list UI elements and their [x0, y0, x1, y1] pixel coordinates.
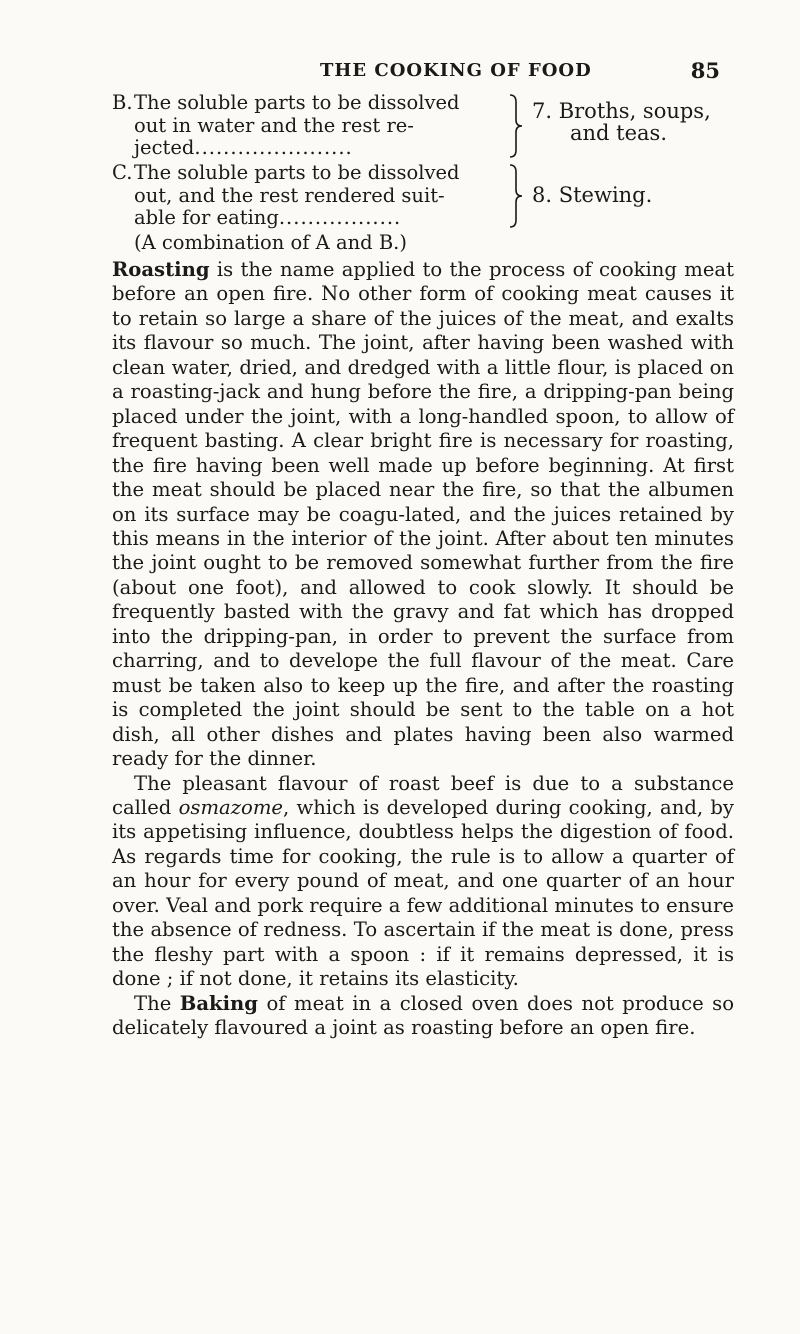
- cooking-classification: [112, 91, 732, 254]
- brace-b: [509, 94, 523, 158]
- c-line-3: able for eating: [134, 206, 279, 229]
- result-stewing: 8. Stewing.: [532, 183, 653, 207]
- brace-c: [509, 164, 523, 228]
- term-roasting: Roasting: [112, 258, 210, 281]
- b-dot-leader: ......................: [194, 136, 353, 159]
- result-broths-line-2: and teas.: [570, 121, 668, 145]
- result-broths: [532, 100, 711, 144]
- b-line-1: The soluble parts to be dissolved: [134, 91, 460, 114]
- term-baking: Baking: [179, 991, 258, 1015]
- c-line-2: out, and the rest rendered suit-: [134, 183, 445, 207]
- item-letter-b: B.: [112, 91, 133, 114]
- flavour-text-1: The pleasant flavour of roast beef is due to a substance called: [112, 771, 734, 819]
- roasting-text: is the name applied to the process of cooking meat before an open fire. No other form of cooking meat causes it to retain so large a share of the juices of the meat, and exalts its flavour so much. The joint, after having been washed with clean water, dried, and dredged with a little flour, is placed on a roasting-jack and hung before the fire, a dripping-pan being placed under the joint, with a long-handled spoon, to allow of frequent basting. A clear bright fire is necessary for roasting, the fire having been well made up before beginning. At first the meat should be placed near the fire, so that the albumen on its surface may be coagu-lated, and the juices retained by this means in the interior of the joint. After about ten minutes the joint ought to be removed somewhat further from the fire (about one foot), and allowed to cook slowly. It should be frequently basted with the gravy and fat which has dropped into the dripping-pan, in order to prevent the surface from charring, and to develope the full flavour of the meat. Care must be taken also to keep up the fire, and after the roasting is completed the joint should be sent to the table on a hot dish, all other dishes and plates having been also warmed ready for the dinner.: [112, 258, 734, 771]
- b-line-3: jected: [134, 136, 195, 159]
- combination-note: (A combination of A and B.): [134, 231, 407, 254]
- running-header: [320, 52, 720, 84]
- paragraph-roasting: [112, 258, 734, 772]
- item-letter-c: C.: [112, 161, 133, 184]
- flavour-text-2: , which is developed during cooking, and, by its appetising influence, doubtless helps the digestion of food. As regards time for cooking, the rule is to allow a quarter of an hour for every pound of meat, and one quarter of an hour over. Veal and pork require a few additional minutes to ensure the absence of redness. To ascertain if the meat is done, press the fleshy part with a spoon : if it remains depressed, it is done ; if not done, it retains its elasticity.: [112, 795, 735, 991]
- c-dot-leader: .................: [278, 206, 402, 229]
- page-number: 85: [690, 58, 720, 83]
- paragraph-baking: [112, 992, 734, 1041]
- classification-b-description: [112, 92, 507, 160]
- term-osmazome: osmazome: [178, 795, 284, 819]
- c-line-1: The soluble parts to be dissolved: [134, 161, 460, 184]
- baking-text-2: of meat in a closed oven does not produce so delicately flavoured a joint as roasting before an open fire.: [112, 991, 734, 1040]
- body-text: [112, 258, 734, 1041]
- baking-text-1: The: [134, 991, 180, 1015]
- b-line-2: out in water and the rest re-: [134, 113, 414, 137]
- classification-c-description: [112, 162, 507, 230]
- paragraph-flavour: [112, 772, 734, 992]
- classification-c: [112, 162, 732, 230]
- header-title: THE COOKING OF FOOD: [320, 60, 592, 81]
- result-broths-line-1: 7. Broths, soups,: [532, 99, 711, 123]
- classification-b: [112, 92, 732, 160]
